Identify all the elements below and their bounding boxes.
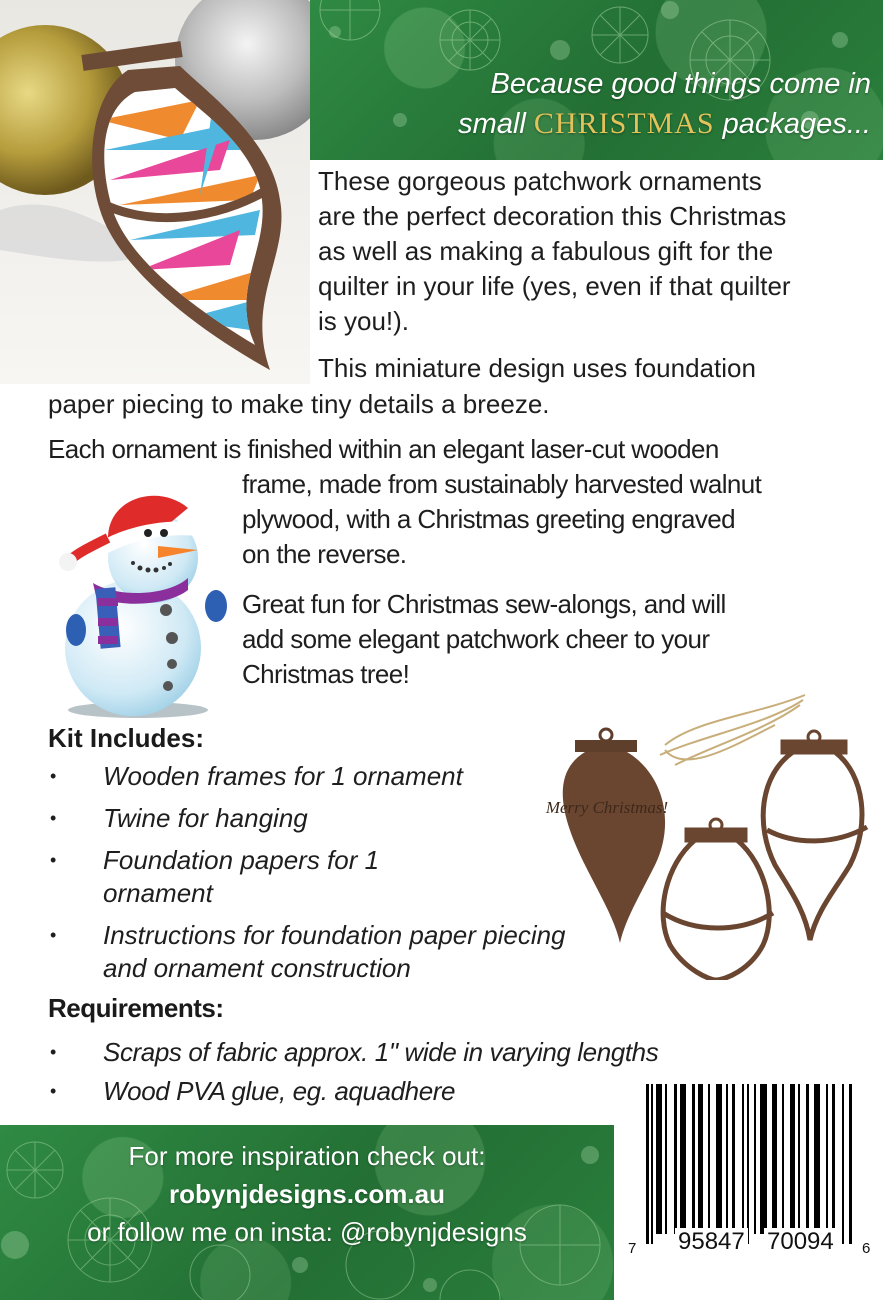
tagline-line1: Because good things come in — [490, 68, 871, 100]
bullet-icon: • — [50, 850, 57, 870]
patchwork-ornament-image — [0, 0, 310, 384]
bullet-icon: • — [50, 766, 57, 786]
intro-paragraph-4: Great fun for Christmas sew-alongs, and will add some elegant patchwork cheer to your Christmas tree! — [242, 589, 726, 689]
bullet-icon: • — [50, 925, 57, 945]
barcode-icon — [646, 1084, 856, 1244]
requirements-heading: Requirements: — [48, 993, 224, 1023]
intro-paragraph-3-line1: Each ornament is finished within an elegant laser-cut wooden — [48, 434, 719, 464]
instagram-line[interactable]: or follow me on insta: @robynjdesigns — [87, 1217, 527, 1247]
bullet-icon: • — [50, 1081, 56, 1101]
barcode — [628, 1080, 871, 1265]
barcode-group-1: 95847 — [675, 1228, 748, 1256]
footer-banner — [0, 1125, 614, 1300]
wooden-frames-image — [535, 685, 883, 980]
header-banner — [310, 0, 883, 160]
website-link[interactable]: robynjdesigns.com.au — [169, 1179, 445, 1209]
list-item: • Wood PVA glue, eg. aquadhere — [50, 1076, 456, 1106]
list-item: • Twine for hanging — [50, 803, 308, 833]
tagline-line2: small CHRISTMAS packages... — [458, 107, 871, 140]
bullet-icon: • — [50, 808, 57, 828]
kit-includes-list — [48, 760, 578, 994]
barcode-digit-right: 6 — [862, 1240, 871, 1257]
barcode-group-2: 70094 — [764, 1228, 837, 1256]
engraving-text: Merry Christmas! — [545, 798, 669, 817]
intro-paragraph-3-rest: frame, made from sustainably harvested walnut plywood, with a Christmas greeting engraved on the reverse. — [242, 469, 762, 569]
list-item: • Instructions for foundation paper piecing and ornament construction — [50, 920, 566, 983]
tagline-christmas: CHRISTMAS — [533, 107, 715, 140]
kit-contents-photo — [535, 685, 883, 980]
tagline — [458, 64, 871, 144]
intro-paragraph-2-line2: paper piecing to make tiny details a breeze. — [48, 389, 550, 419]
list-item: • Wooden frames for 1 ornament — [50, 761, 463, 791]
hero-ornament-photo — [0, 0, 310, 384]
footer-line1: For more inspiration check out: — [128, 1141, 486, 1171]
bullet-icon: • — [50, 1042, 56, 1062]
footer-text — [0, 1137, 614, 1251]
barcode-digit-left: 7 — [628, 1240, 637, 1257]
list-item: • Foundation papers for 1 ornament — [50, 845, 380, 908]
intro-paragraph-1: These gorgeous patchwork ornaments are the perfect decoration this Christmas as well as making a fabulous gift for the quilter in your life (yes, even if that quilter is you!). — [318, 166, 791, 336]
snowman-icon — [48, 478, 238, 720]
kit-includes-heading: Kit Includes: — [48, 723, 205, 753]
intro-paragraph-2-line1: This miniature design uses foundation — [318, 353, 756, 383]
snowman-illustration — [48, 478, 238, 720]
list-item: • Scraps of fabric approx. 1" wide in varying lengths — [50, 1037, 659, 1067]
